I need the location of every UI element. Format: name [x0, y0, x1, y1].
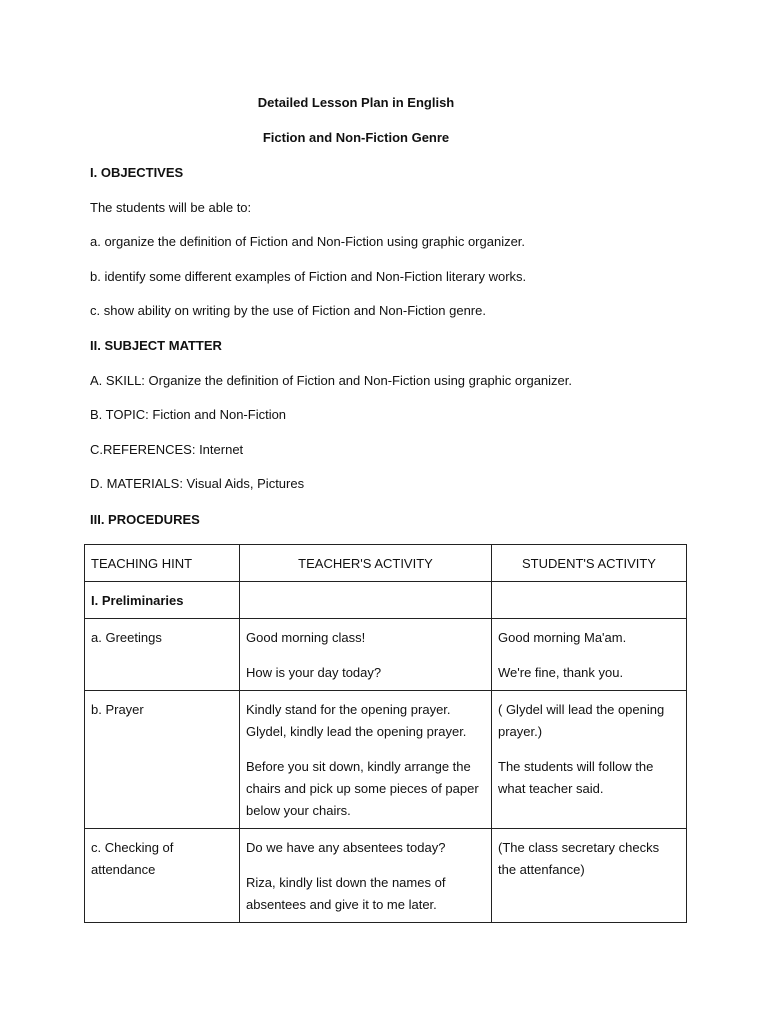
- teacher-activity-cell: [240, 691, 492, 829]
- student-activity-cell: [492, 829, 687, 923]
- subject-matter-item: C.REFERENCES: Internet: [90, 442, 244, 457]
- procedures-heading: III. PROCEDURES: [90, 512, 200, 527]
- procedures-table: [84, 544, 687, 923]
- teacher-line: Kindly stand for the opening prayer. Glydel, kindly lead the opening prayer.: [246, 702, 467, 739]
- preliminaries-label: I. Preliminaries: [85, 582, 240, 619]
- table-header-row: [85, 545, 687, 582]
- objectives-intro: The students will be able to:: [90, 200, 252, 215]
- teacher-line: How is your day today?: [246, 665, 382, 680]
- column-header-students-activity: STUDENT'S ACTIVITY: [492, 545, 687, 582]
- column-header-teaching-hint: TEACHING HINT: [85, 545, 240, 582]
- objective-item: c. show ability on writing by the use of Fiction and Non-Fiction genre.: [90, 303, 486, 318]
- teacher-line: Good morning class!: [246, 630, 366, 645]
- objective-item: b. identify some different examples of Fiction and Non-Fiction literary works.: [90, 269, 527, 284]
- student-line: ( Glydel will lead the opening prayer.): [498, 702, 665, 739]
- student-line: We're fine, thank you.: [498, 665, 624, 680]
- teacher-activity-cell: [240, 619, 492, 691]
- teacher-line: Before you sit down, kindly arrange the chairs and pick up some pieces of paper below your chairs.: [246, 759, 479, 818]
- table-row: [85, 691, 687, 829]
- subject-matter-item: A. SKILL: Organize the definition of Fiction and Non-Fiction using graphic organizer.: [90, 373, 572, 388]
- teaching-hint-cell: c. Checking of attendance: [85, 829, 240, 923]
- student-line: The students will follow the what teacher said.: [498, 759, 654, 796]
- teacher-line: Riza, kindly list down the names of absentees and give it to me later.: [246, 875, 446, 912]
- document-subtitle: Fiction and Non-Fiction Genre: [262, 130, 450, 145]
- table-cell: [492, 582, 687, 619]
- table-row: [85, 619, 687, 691]
- teacher-line: Do we have any absentees today?: [246, 840, 446, 855]
- objective-item: a. organize the definition of Fiction and Non-Fiction using graphic organizer.: [90, 234, 526, 249]
- teaching-hint-cell: b. Prayer: [85, 691, 240, 829]
- table-cell: [240, 582, 492, 619]
- student-line: Good morning Ma'am.: [498, 630, 627, 645]
- document-title: Detailed Lesson Plan in English: [257, 95, 455, 110]
- teacher-activity-cell: [240, 829, 492, 923]
- student-line: (The class secretary checks the attenfance): [498, 840, 660, 877]
- subject-matter-item: D. MATERIALS: Visual Aids, Pictures: [90, 476, 305, 491]
- column-header-teachers-activity: TEACHER'S ACTIVITY: [240, 545, 492, 582]
- table-row: [85, 829, 687, 923]
- student-activity-cell: [492, 691, 687, 829]
- teaching-hint-cell: a. Greetings: [85, 619, 240, 691]
- table-row: [85, 582, 687, 619]
- subject-matter-item: B. TOPIC: Fiction and Non-Fiction: [90, 407, 287, 422]
- subject-matter-heading: II. SUBJECT MATTER: [90, 338, 222, 353]
- student-activity-cell: [492, 619, 687, 691]
- objectives-heading: I. OBJECTIVES: [90, 165, 184, 180]
